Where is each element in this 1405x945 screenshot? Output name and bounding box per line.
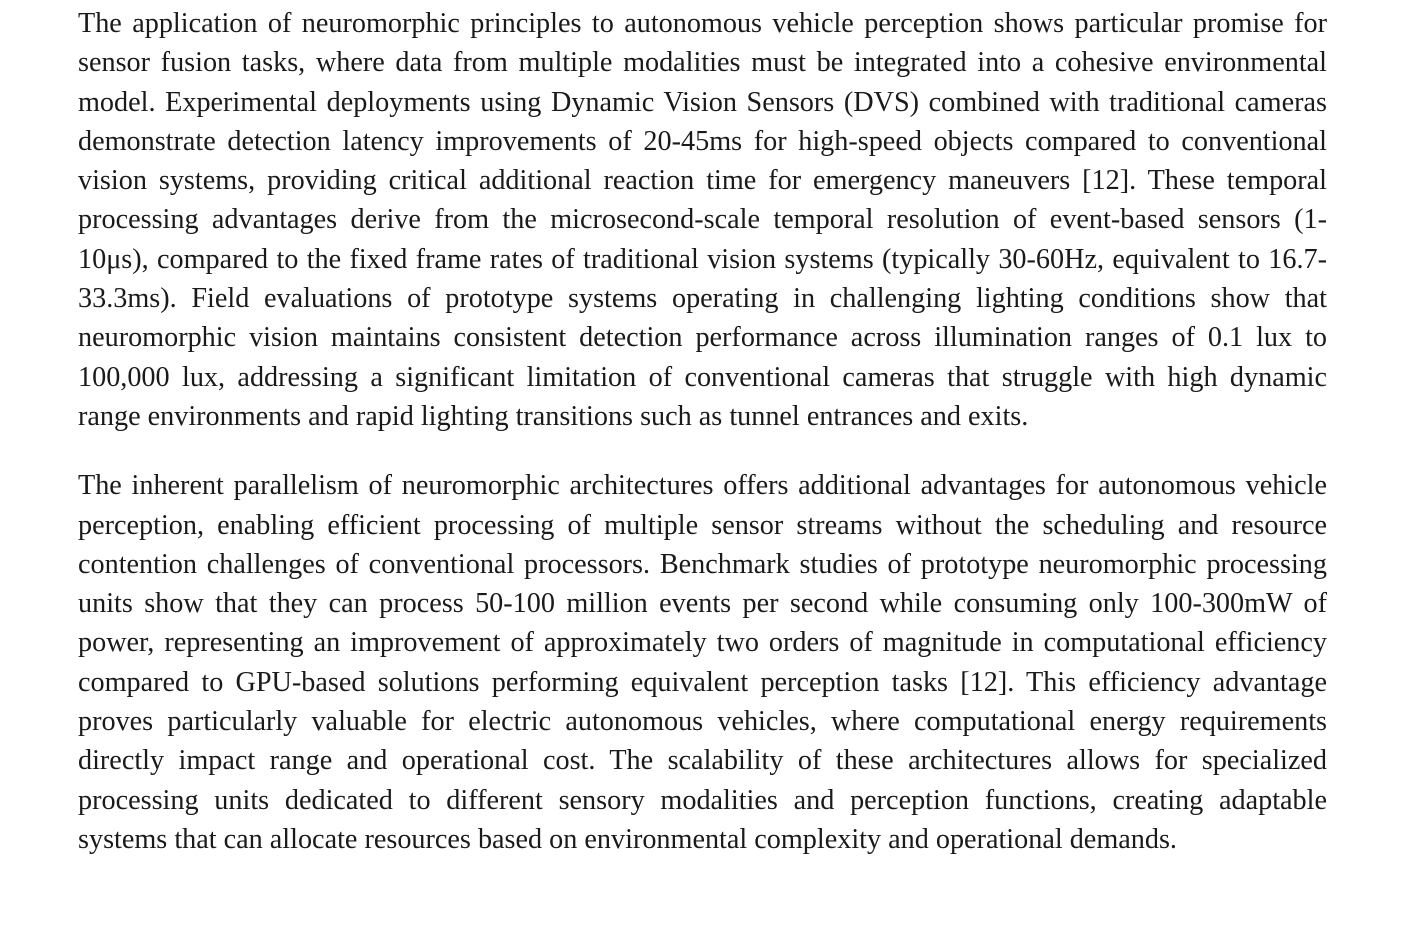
paragraph-parallelism: The inherent parallelism of neuromorphic architectures offers additional advantages for autonomous vehicle perception, enabling efficient processing of multiple sensor streams without the scheduling and resource contention challenges of conventional processors. Benchmark studies of prototype neuromorphic processing units show that they can process 50-100 million events per second while consuming only 100-300mW of power, representing an improvement of approximately two orders of magnitude in computational efficiency compared to GPU-based solutions performing equivalent perception tasks [12]. This efficiency advantage proves particularly valuable for electric autonomous vehicles, where computational energy requirements directly impact range and operational cost. The scalability of these architectures allows for specialized processing units dedicated to different sensory modalities and perception functions, creating adaptable systems that can allocate resources based on environmental complexity and operational demands. [78, 470, 1327, 855]
document-page [78, 4, 1327, 859]
paragraph-sensor-fusion: The application of neuromorphic principles to autonomous vehicle perception shows particular promise for sensor fusion tasks, where data from multiple modalities must be integrated into a cohesive environmental model. Experimental deployments using Dynamic Vision Sensors (DVS) combined with traditional cameras demonstrate detection latency improvements of 20-45ms for high-speed objects compared to conventional vision systems, providing critical additional reaction time for emergency maneuvers [12]. These temporal processing advantages derive from the microsecond-scale temporal resolution of event-based sensors (1-10μs), compared to the fixed frame rates of traditional vision systems (typically 30-60Hz, equivalent to 16.7-33.3ms). Field evaluations of prototype systems operating in challenging lighting conditions show that neuromorphic vision maintains consistent detection performance across illumination ranges of 0.1 lux to 100,000 lux, addressing a significant limitation of conventional cameras that struggle with high dynamic range environments and rapid lighting transitions such as tunnel entrances and exits. [78, 8, 1327, 432]
